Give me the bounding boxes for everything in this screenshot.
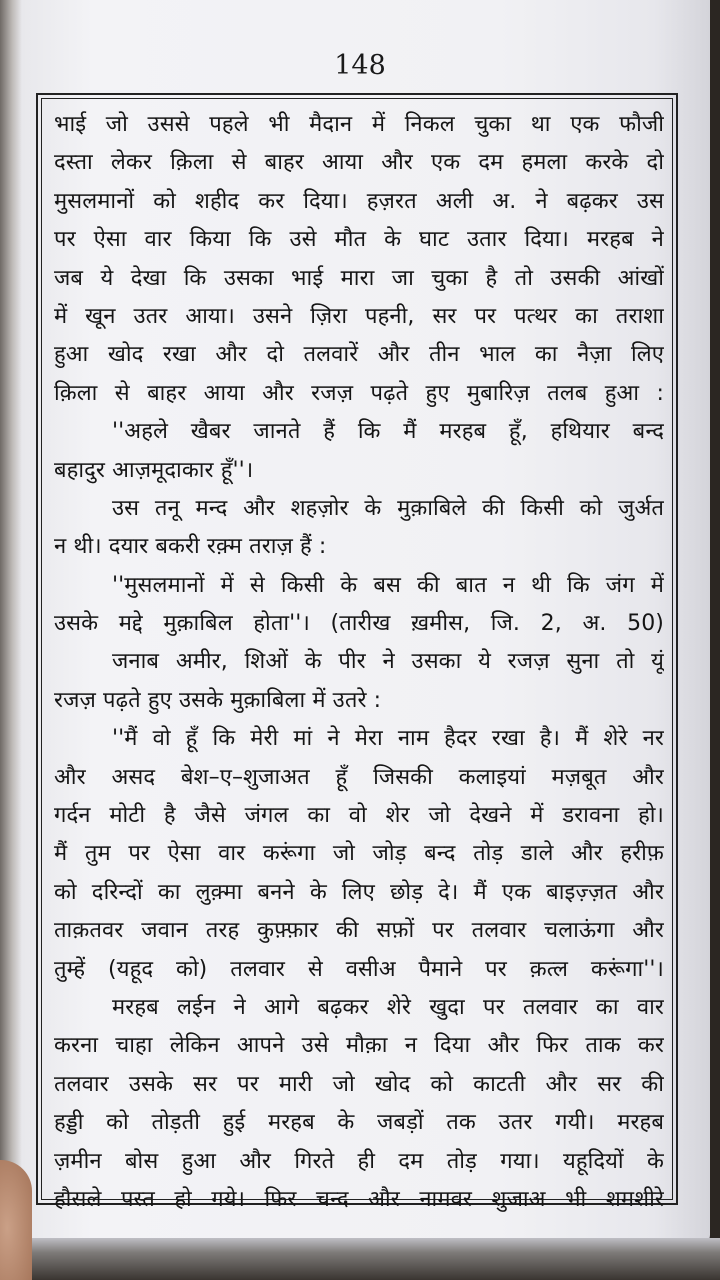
text-line: पर ऐसा वार किया कि उसे मौत के घाट उतार दिया। मरहब ने (54, 227, 664, 253)
text-line: ताक़तवर जवान तरह कुफ़्फ़ार की सफ़ों पर तलवार चलाऊंगा और (54, 918, 664, 944)
book-spine-shadow (0, 0, 22, 1280)
text-line: गर्दन मोटी है जैसे जंगल का वो शेर जो देखने में डरावना हो। (54, 803, 664, 829)
text-line: ''मैं वो हूँ कि मेरी मां ने मेरा नाम हैदर रखा है। मैं शेरे नर (112, 726, 664, 752)
text-line: तलवार उसके सर पर मारी जो खोद को काटती और सर की (54, 1071, 664, 1097)
text-line: बहादुर आज़मूदाकार हूँ''। (54, 457, 254, 483)
text-line: जनाब अमीर, शिओं के पीर ने उसका ये रजज़ सुना तो यूं (112, 649, 664, 675)
text-line: रजज़ पढ़ते हुए उसके मुक़ाबिला में उतरे : (54, 687, 382, 713)
text-line: ''अहले खैबर जानते हैं कि मैं मरहब हूँ, हथियार बन्द (112, 419, 664, 445)
text-line: मरहब लईन ने आगे बढ़कर शेरे खुदा पर तलवार का वार (112, 994, 664, 1020)
text-line: भाई जो उससे पहले भी मैदान में निकल चुका था एक फौजी (54, 112, 664, 137)
text-line: ज़मीन बोस हुआ और गिरते ही दम तोड़ गया। यहूदियों के (54, 1148, 664, 1174)
text-line: उसके मद्दे मुक़ाबिल होता''। (तारीख ख़मीस, जि. 2, अ. 50) (54, 611, 664, 637)
text-line: क़िला से बाहर आया और रजज़ पढ़ते हुए मुबारिज़ तलब हुआ : (54, 380, 664, 406)
text-line: करना चाहा लेकिन आपने उसे मौक़ा न दिया और फिर ताक कर (54, 1033, 664, 1059)
text-line: हौसले पस्त हो गये। फिर चन्द और नामवर शुजाअ भी शमशीरे (54, 1186, 664, 1212)
text-line: जब ये देखा कि उसका भाई मारा जा चुका है तो उसकी आंखों (54, 265, 664, 291)
text-line: मैं तुम पर ऐसा वार करूंगा जो जोड़ बन्द तोड़ डाले और हरीफ़ (54, 841, 664, 867)
holding-thumb (0, 1160, 32, 1280)
text-line: उस तनू मन्द और शहज़ोर के मुक़ाबिले की किसी को जुर्अत (112, 495, 664, 521)
text-line: तुम्हें (यहूद को) तलवार से वसीअ पैमाने पर क़त्ल करूंगा''। (54, 956, 664, 982)
text-line: हुआ खोद रखा और दो तलवारें और तीन भाल का नैज़ा लिए (54, 342, 664, 368)
text-line: में खून उतर आया। उसने ज़िरा पहनी, सर पर पत्थर का तराशा (54, 303, 664, 329)
page-number: 148 (334, 50, 386, 81)
text-line: मुसलमानों को शहीद कर दिया। हज़रत अली अ. ने बढ़कर उस (54, 188, 664, 214)
page-bottom-edge (0, 1238, 720, 1280)
body-text (54, 106, 664, 1212)
text-line: न थी। दयार बकरी रक़्म तराज़ हैं : (54, 534, 327, 560)
text-line: और असद बेश–ए–शुजाअत हूँ जिसकी कलाइयां मज़बूत और (54, 764, 664, 790)
text-line: दस्ता लेकर क़िला से बाहर आया और एक दम हमला करके दो (54, 150, 664, 176)
text-line: ''मुसलमानों में से किसी के बस की बात न थी कि जंग में (112, 572, 664, 598)
text-line: को दरिन्दों का लुक़्मा बनने के लिए छोड़ दे। मैं एक बाइज़्ज़त और (54, 879, 664, 905)
text-line: हड्डी को तोड़ती हुई मरहब के जबड़ों तक उतर गयी। मरहब (54, 1110, 664, 1136)
